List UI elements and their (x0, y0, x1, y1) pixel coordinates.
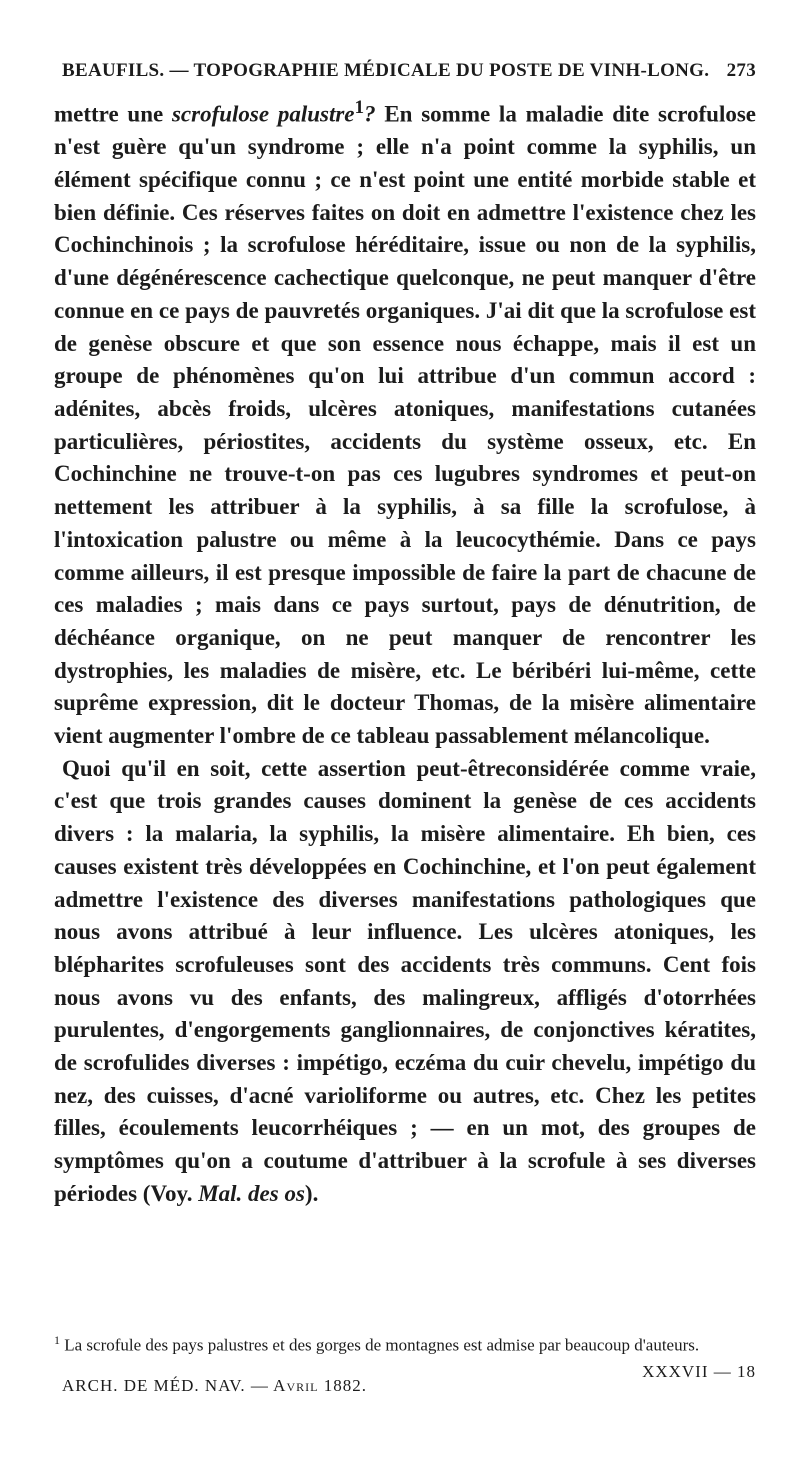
p1-qmark: ? (364, 101, 376, 127)
p2-post: ). (304, 1180, 319, 1206)
paragraph-2 (54, 753, 756, 1211)
p2-italic: Mal. des os (198, 1180, 305, 1206)
paragraph-1 (54, 92, 756, 753)
running-header (62, 60, 756, 82)
footnote-marker: 1 (54, 1333, 60, 1347)
footnote (54, 1328, 756, 1358)
footnote-text: La scrofule des pays palustres et des gorges de montagnes est admise par beaucoup d'auteurs. (60, 1335, 700, 1355)
page-footer (62, 1362, 756, 1396)
p1-pre: mettre une (54, 101, 172, 127)
page-number: 273 (726, 60, 756, 81)
running-title: BEAUFILS. — TOPOGRAPHIE MÉDICALE DU POSTE DE VINH-LONG. (62, 60, 710, 81)
footnote-ref: 1 (354, 97, 365, 118)
p2-pre: Quoi qu'il en soit, cette assertion peut-êtreconsidérée comme vraie, c'est que trois grandes causes dominent la genèse de ces accidents divers : la malaria, la syphilis, la misère alimentaire. Eh bien, ces causes existent très développées en Cochinchine, et l'on peut également admettre l'existence des diverses manifestations pathologiques que nous avons attribué à leur influence. Les ulcères atoniques, les blépharites scrofuleuses sont des accidents très communs. Cent fois nous avons vu des enfants, des malingreux, affligés d'otorrhées purulentes, d'engorgements ganglionnaires, de conjonctives kératites, de scrofulides diverses : impétigo, eczéma du cuir chevelu, impétigo du nez, des cuisses, d'acné varioliforme ou autres, etc. Chez les petites filles, écoulements leucorrhéiques ; — en un mot, des groupes de symptômes qu'on a coutume d'attribuer à la scrofule à ses diverses périodes (Voy. (54, 755, 756, 1206)
p1-italic: scrofulose palustre (171, 101, 355, 127)
journal-line: ARCH. DE MÉD. NAV. — Avril 1882. (62, 1376, 367, 1395)
signature-mark: XXXVII — 18 (642, 1362, 756, 1381)
p1-rest: En somme la maladie dite scrofulose n'est guère qu'un syndrome ; elle n'a point comme la syphilis, un élément spécifique connu ; ce n'est point une entité morbide stable et bien définie. Ces réserves faites on doit en admettre l'existence chez les Cochinchinois ; la scrofulose héréditaire, issue ou non de la syphilis, d'une dégénérescence cachectique quelconque, ne peut manquer d'être connue en ce pays de pauvretés organiques. J'ai dit que la scrofulose est de genèse obscure et que son essence nous échappe, mais il est un groupe de phénomènes qu'on lui attribue d'un commun accord : adénites, abcès froids, ulcères atoniques, manifestations cutanées particulières, périostites, accidents du système osseux, etc. En Cochinchine ne trouve-t-on pas ces lugubres syndromes et peut-on nettement les attribuer à la syphilis, à sa fille la scrofulose, à l'intoxication palustre ou même à la leucocythémie. Dans ce pays comme ailleurs, il est presque impossible de faire la part de chacune de ces maladies ; mais dans ce pays surtout, pays de dénutrition, de déchéance organique, on ne peut manquer de rencontrer les dystrophies, les maladies de misère, etc. Le béribéri lui-même, cette suprême expression, dit le docteur Thomas, de la misère alimentaire vient augmenter l'ombre de ce tableau passablement mélancolique. (54, 101, 756, 749)
body-text (54, 92, 756, 1211)
